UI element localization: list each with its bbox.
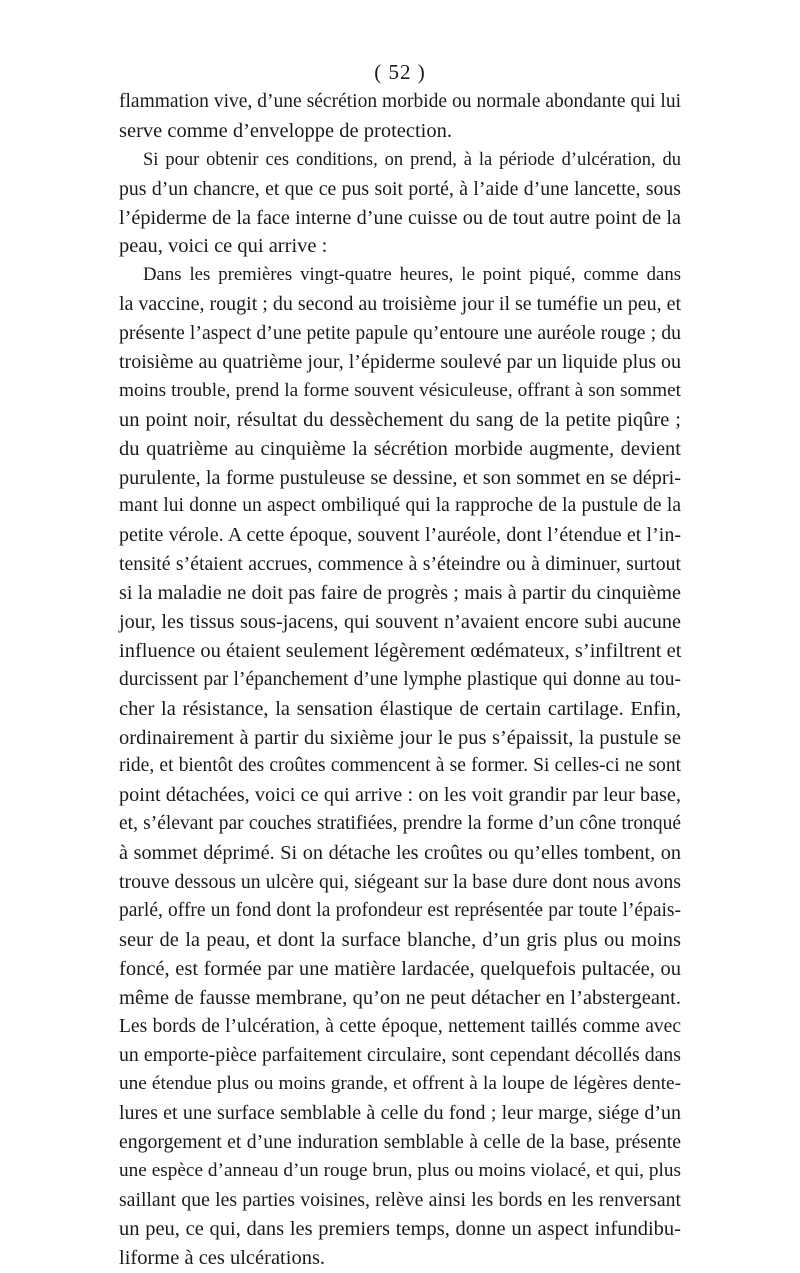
text-line: influence ou étaient seulement légèrement œdémateux, s’infiltrent et <box>119 639 682 662</box>
text-line: un point noir, résultat du dessèchement du sang de la petite piqûre ; <box>119 408 681 431</box>
text-line: une espèce d’anneau d’un rouge brun, plus ou moins violacé, et qui, plus <box>119 1159 681 1181</box>
text-line: à sommet déprimé. Si on détache les croûtes ou qu’elles tombent, on <box>119 842 681 865</box>
text-line: trouve dessous un ulcère qui, siégeant sur la base dure dont nous avons <box>119 871 681 894</box>
text-line: présente l’aspect d’une petite papule qu’entoure une auréole rouge ; du <box>119 322 681 345</box>
text-line: même de fausse membrane, qu’on ne peut détacher en l’abstergeant. <box>119 986 681 1009</box>
text-line: moins trouble, prend la forme souvent vésiculeuse, offrant à son sommet <box>119 379 681 401</box>
text-line: Les bords de l’ulcération, à cette époque, nettement taillés comme avec <box>119 1015 681 1037</box>
text-line: si la maladie ne doit pas faire de progrès ; mais à partir du cinquième <box>119 582 681 605</box>
page-number: ( 52 ) <box>374 60 426 84</box>
text-line: foncé, est formée par une matière lardacée, quelquefois pultacée, ou <box>119 957 681 980</box>
text-line: la vaccine, rougit ; du second au troisième jour il se tuméfie un peu, et <box>119 293 682 316</box>
text-line: engorgement et d’une induration semblable à celle de la base, présente <box>119 1131 681 1154</box>
text-line: pus d’un chancre, et que ce pus soit porté, à l’aide d’une lancette, sous <box>119 177 681 200</box>
body-text <box>119 88 681 1273</box>
text-line: point détachées, voici ce qui arrive : on les voit grandir par leur base, <box>119 784 681 807</box>
text-line: liforme à ces ulcérations. <box>119 1246 326 1269</box>
text-line: une étendue plus ou moins grande, et offrent à la loupe de légères dente- <box>119 1073 681 1095</box>
text-line: un emporte-pièce parfaitement circulaire, sont cependant décollés dans <box>119 1044 681 1067</box>
text-line: et, s’élevant par couches stratifiées, prendre la forme d’un cône tronqué <box>119 813 681 835</box>
text-line: peau, voici ce qui arrive : <box>119 235 328 258</box>
text-line: cher la résistance, la sensation élastique de certain cartilage. Enfin, <box>119 697 681 720</box>
text-line: jour, les tissus sous-jacens, qui souvent n’avaient encore subi aucune <box>119 611 681 634</box>
text-line: lures et une surface semblable à celle du fond ; leur marge, siége d’un <box>119 1102 681 1125</box>
text-line: durcissent par l’épanchement d’une lymphe plastique qui donne au tou- <box>119 668 681 690</box>
text-line: seur de la peau, et dont la surface blanche, d’un gris plus ou moins <box>119 928 681 951</box>
text-line: parlé, offre un fond dont la profondeur est représentée par toute l’épais- <box>119 899 681 921</box>
text-line: petite vérole. A cette époque, souvent l’auréole, dont l’étendue et l’in- <box>119 524 681 547</box>
text-line: serve comme d’enveloppe de protection. <box>119 119 452 142</box>
text-line: tensité s’étaient accrues, commence à s’éteindre ou à diminuer, surtout <box>119 553 681 576</box>
text-line: du quatrième au cinquième la sécrétion morbide augmente, devient <box>119 437 681 460</box>
text-line: flammation vive, d’une sécrétion morbide ou normale abondante qui lui <box>119 91 681 112</box>
text-line: Si pour obtenir ces conditions, on prend, à la période d’ulcération, du <box>143 149 681 170</box>
text-line: ordinairement à partir du sixième jour le pus s’épaissit, la pustule se <box>119 726 681 749</box>
text-line: mant lui donne un aspect ombiliqué qui la rapproche de la pustule de la <box>119 495 681 517</box>
text-line: ride, et bientôt des croûtes commencent à se former. Si celles-ci ne sont <box>119 755 681 777</box>
text-line: l’épiderme de la face interne d’une cuisse ou de tout autre point de la <box>119 206 681 229</box>
text-line: un peu, ce qui, dans les premiers temps, donne un aspect infundibu- <box>119 1217 681 1240</box>
text-line: saillant que les parties voisines, relève ainsi les bords en les renversant <box>119 1188 681 1211</box>
text-line: troisième au quatrième jour, l’épiderme soulevé par un liquide plus ou <box>119 351 681 374</box>
text-line: purulente, la forme pustuleuse se dessine, et son sommet en se dépri- <box>119 466 681 489</box>
text-line: Dans les premières vingt-quatre heures, le point piqué, comme dans <box>143 264 681 286</box>
